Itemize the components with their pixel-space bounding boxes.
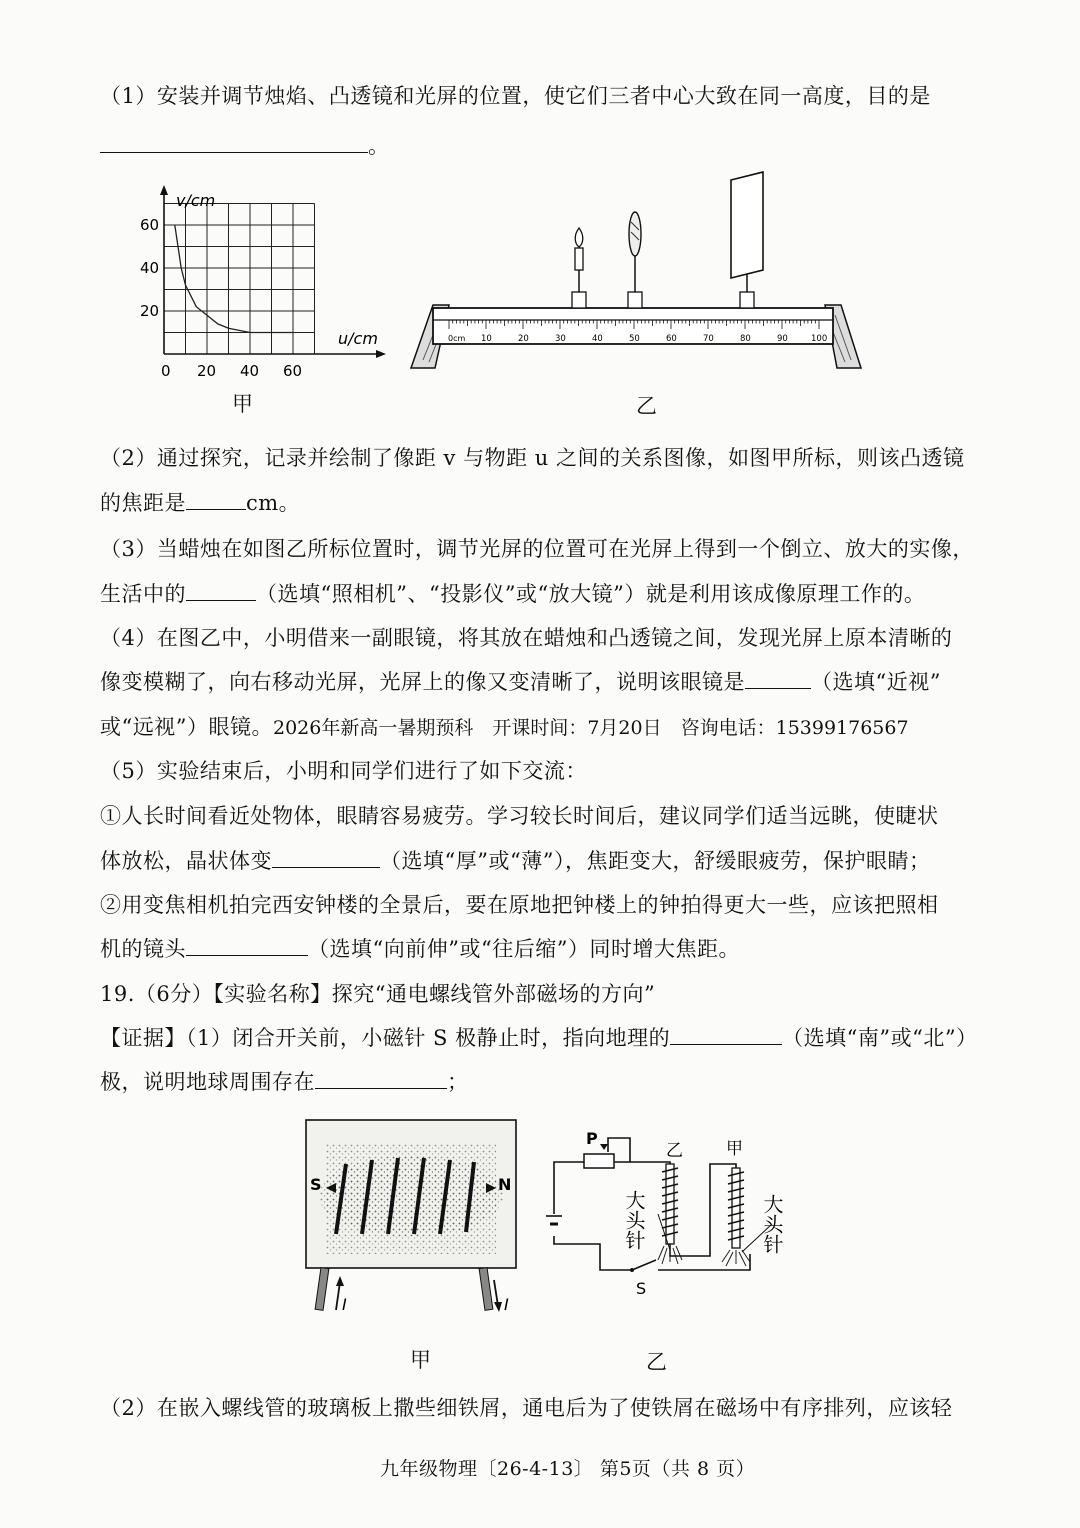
y-tick-label: 60 [140,216,160,234]
x-tick-label: 0 [161,362,171,380]
figure-electromagnet-circuit [540,1124,810,1304]
switch-lever [632,1260,656,1270]
q18-part2: （2）通过探究，记录并绘制了像距 v 与物距 u 之间的关系图像，如图甲所标，则该凸透镜 [100,446,965,470]
q18-part4: （4）在图乙中，小明借来一副眼镜，将其放在蜡烛和凸透镜之间，发现光屏上原本清晰的 [100,626,953,650]
figure-solenoid-filings [296,1114,526,1324]
coil-yi-label: 乙 [666,1141,683,1161]
figure2-label-right: 乙 [646,1350,668,1374]
q19-evidence2: （2）在嵌入螺线管的玻璃板上撒些细铁屑，通电后为了使铁屑在磁场中有序排列，应该轻 [100,1396,953,1420]
y-axis-arrow-icon [160,185,168,195]
q18-part4-line2 [100,666,941,696]
x-tick-label: 20 [197,362,217,380]
text: cm。 [246,491,301,515]
text: 极，说明地球周围存在 [100,1070,315,1094]
light-screen [731,172,763,308]
text: 或“远视”）眼镜。 [100,715,273,739]
q18-part3: （3）当蜡烛在如图乙所标位置时，调节光屏的位置可在光屏上得到一个倒立、放大的实像， [100,537,974,561]
q18-part5-item2-line2 [100,933,740,963]
figure1-label-left: 甲 [232,392,254,416]
text: （选填“近视” [811,670,941,694]
page-footer: 九年级物理〔26-4-13〕 第5页（共 8 页） [380,1458,756,1480]
convex-lens [628,212,642,308]
ruler-label: 20 [518,334,529,344]
q18-part2-line2 [100,487,300,517]
answer-blank[interactable] [100,132,368,153]
period: 。 [368,134,390,158]
device-blank[interactable] [186,580,256,601]
x-axis-arrow-icon [376,350,386,358]
q18-part1-answer [100,130,390,160]
y-axis-label: v/cm [176,191,216,210]
switch-pivot [630,1268,634,1272]
text: 机的镜头 [100,937,186,961]
ruler-label: 30 [555,334,566,344]
text: 像变模糊了，向右移动光屏，光屏上的像又变清晰了，说明该眼镜是 [100,670,745,694]
ruler-label: 80 [740,334,751,344]
arrow-up-icon [336,1276,344,1286]
text: ； [447,1070,469,1094]
ruler-label: 10 [481,334,492,344]
y-tick-label: 40 [140,259,160,277]
glasses-blank[interactable] [745,668,811,689]
q18-part5-item1-line2 [100,845,930,875]
q18-part5: （5）实验结束后，小明和同学们进行了如下交流： [100,759,587,783]
magnetic-field-blank[interactable] [315,1068,447,1089]
switch-label: S [636,1279,647,1298]
pole-n-label: N [498,1175,512,1194]
candle [572,228,586,308]
graph-grid [164,204,315,355]
q19-title: 19.（6分）【实验名称】探究“通电螺线管外部磁场的方向” [100,982,656,1006]
x-axis-label: u/cm [338,329,378,348]
coil-jia-label: 甲 [726,1139,743,1159]
rheostat-p-label: P [586,1129,598,1148]
arrow-down-icon [494,1302,502,1312]
flame-icon [575,228,583,247]
figure2-label-left: 甲 [410,1348,432,1372]
focal-length-blank[interactable] [186,489,246,510]
lead-right [479,1268,493,1311]
pins-label-left: 大头针 [622,1190,646,1250]
ad-banner-text: 2026年新高一暑期预科 开课时间：7月20日 咨询电话：15399176567 [272,717,909,739]
rheostat [584,1154,614,1168]
q18-part5-item1: ①人长时间看近处物体，眼睛容易疲劳。学习较长时间后，建议同学们适当远眺，使睫状 [100,804,939,828]
q19-evidence1 [100,1022,978,1052]
ruler-start-label: 0cm [448,334,466,343]
lens-direction-blank[interactable] [186,935,308,956]
text: （选填“厚”或“薄”），焦距变大，舒缓眼疲劳，保护眼睛； [380,849,931,873]
y-tick-label: 20 [140,302,160,320]
text: 【证据】（1）闭合开关前，小磁针 S 极静止时，指向地理的 [100,1026,671,1050]
q19-evidence1-line2 [100,1066,469,1096]
ruler-label: 90 [777,334,788,344]
text: （选填“照相机”、“投影仪”或“放大镜”）就是利用该成像原理工作的。 [256,582,926,606]
ruler-label: 60 [666,334,677,344]
x-tick-label: 40 [240,362,260,380]
v-u-curve [175,225,293,333]
electromagnet-jia [722,1168,750,1266]
pins-label-right: 大头针 [760,1194,784,1254]
ruler-label: 40 [592,334,603,344]
ruler-label: 70 [703,334,714,344]
x-tick-label: 60 [283,362,303,380]
text: 生活中的 [100,582,186,606]
figure-optical-bench [405,170,870,380]
text: 体放松，晶状体变 [100,849,272,873]
q18-part3-line2 [100,578,925,608]
current-label-left: I [342,1295,347,1314]
figure-v-u-graph [140,182,400,380]
text: （选填“向前伸”或“往后缩”）同时增大焦距。 [308,937,740,961]
figure1-label-right: 乙 [636,394,658,418]
lens-thickness-blank[interactable] [272,847,380,868]
current-arrow-up [336,1282,340,1310]
ruler-label: 100 [811,334,828,344]
pole-s-label: S [310,1175,322,1194]
lead-left [315,1268,329,1311]
q18-part1: （1）安装并调节烛焰、凸透镜和光屏的位置，使它们三者中心大致在同一高度，目的是 [100,84,931,108]
pole-direction-blank[interactable] [670,1024,782,1045]
q18-part4-line3 [100,711,909,741]
text: （选填“南”或“北”） [782,1026,978,1050]
current-label-right: I [504,1295,509,1314]
q18-part5-item2: ②用变焦相机拍完西安钟楼的全景后，要在原地把钟楼上的钟拍得更大一些，应该把照相 [100,893,939,917]
text: 的焦距是 [100,491,186,515]
ruler-label: 50 [629,334,640,344]
slider-icon [600,1144,608,1150]
